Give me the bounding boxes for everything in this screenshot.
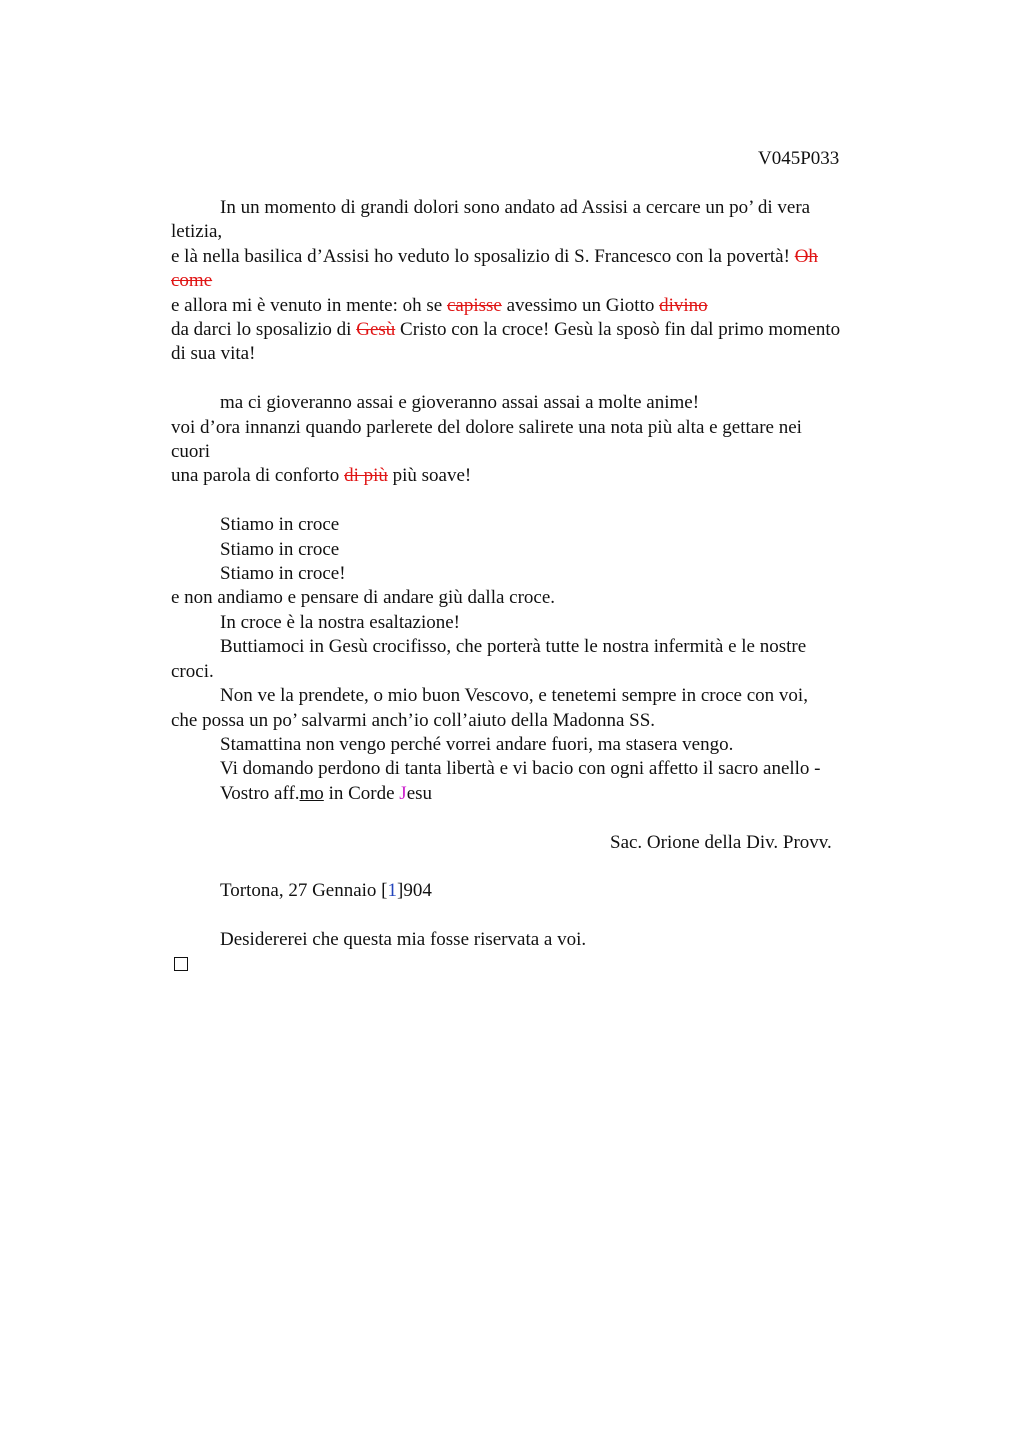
- date-line: Tortona, 27 Gennaio [1]904: [220, 880, 432, 902]
- text-line: che possa un po’ salvarmi anch’io coll’aiuto della Madonna SS.: [171, 709, 656, 731]
- text-line: Stiamo in croce: [220, 538, 340, 560]
- text-line: letizia,: [171, 221, 223, 243]
- text-line: Stiamo in croce: [220, 514, 340, 536]
- superscript-mo: mo: [299, 782, 324, 804]
- date-bracket-digit: 1: [387, 880, 398, 902]
- end-marker: [171, 953, 911, 977]
- signature: Sac. Orione della Div. Provv.: [610, 831, 832, 853]
- text-line: [171, 269, 911, 293]
- text-line: Stiamo in croce!: [220, 563, 346, 585]
- deleted-text: Oh: [794, 245, 818, 267]
- text-line: da darci lo sposalizio di Gesù Cristo con la croce! Gesù la sposò fin dal primo momento: [171, 319, 841, 341]
- text-line: una parola di conforto di più più soave!: [171, 465, 472, 487]
- deleted-text: di più: [344, 465, 388, 487]
- jesu-initial: J: [399, 782, 407, 804]
- text-line: cuori: [171, 441, 211, 463]
- text-line: e non andiamo e pensare di andare giù dalla croce.: [171, 587, 556, 609]
- text-line: Non ve la prendete, o mio buon Vescovo, e tenetemi sempre in croce con voi,: [220, 685, 808, 707]
- text-line: In croce è la nostra esaltazione!: [220, 611, 461, 633]
- text-line: Vi domando perdono di tanta libertà e vi bacio con ogni affetto il sacro anello -: [220, 758, 821, 780]
- text-line: ma ci gioveranno assai e gioveranno assai assai a molte anime!: [220, 392, 700, 414]
- letter-body: [171, 196, 911, 977]
- closing-line: Vostro aff.mo in Corde Jesu: [220, 782, 433, 804]
- deleted-text: come: [171, 270, 213, 292]
- text-line: e allora mi è venuto in mente: oh se capisse avessimo un Giotto divino: [171, 294, 708, 316]
- text-line: Buttiamoci in Gesù crocifisso, che porterà tutte le nostra infermità e le nostre: [220, 636, 807, 658]
- text-line: croci.: [171, 660, 214, 682]
- text-line: In un momento di grandi dolori sono andato ad Assisi a cercare un po’ di vera: [220, 197, 811, 218]
- checkbox-icon: [174, 957, 188, 971]
- postscript: Desidererei che questa mia fosse riservata a voi.: [220, 929, 587, 951]
- text-line: Stamattina non vengo perché vorrei andare fuori, ma stasera vengo.: [220, 733, 734, 755]
- text-line: di sua vita!: [171, 343, 256, 365]
- text-line: voi d’ora innanzi quando parlerete del dolore salirete una nota più alta e gettare nei: [171, 416, 802, 438]
- deleted-text: divino: [659, 294, 708, 316]
- text-line: e là nella basilica d’Assisi ho veduto lo sposalizio di S. Francesco con la povertà! Oh: [171, 245, 818, 267]
- page-id: V045P033: [758, 148, 840, 169]
- deleted-text: Gesù: [356, 319, 396, 341]
- deleted-text: capisse: [446, 294, 502, 316]
